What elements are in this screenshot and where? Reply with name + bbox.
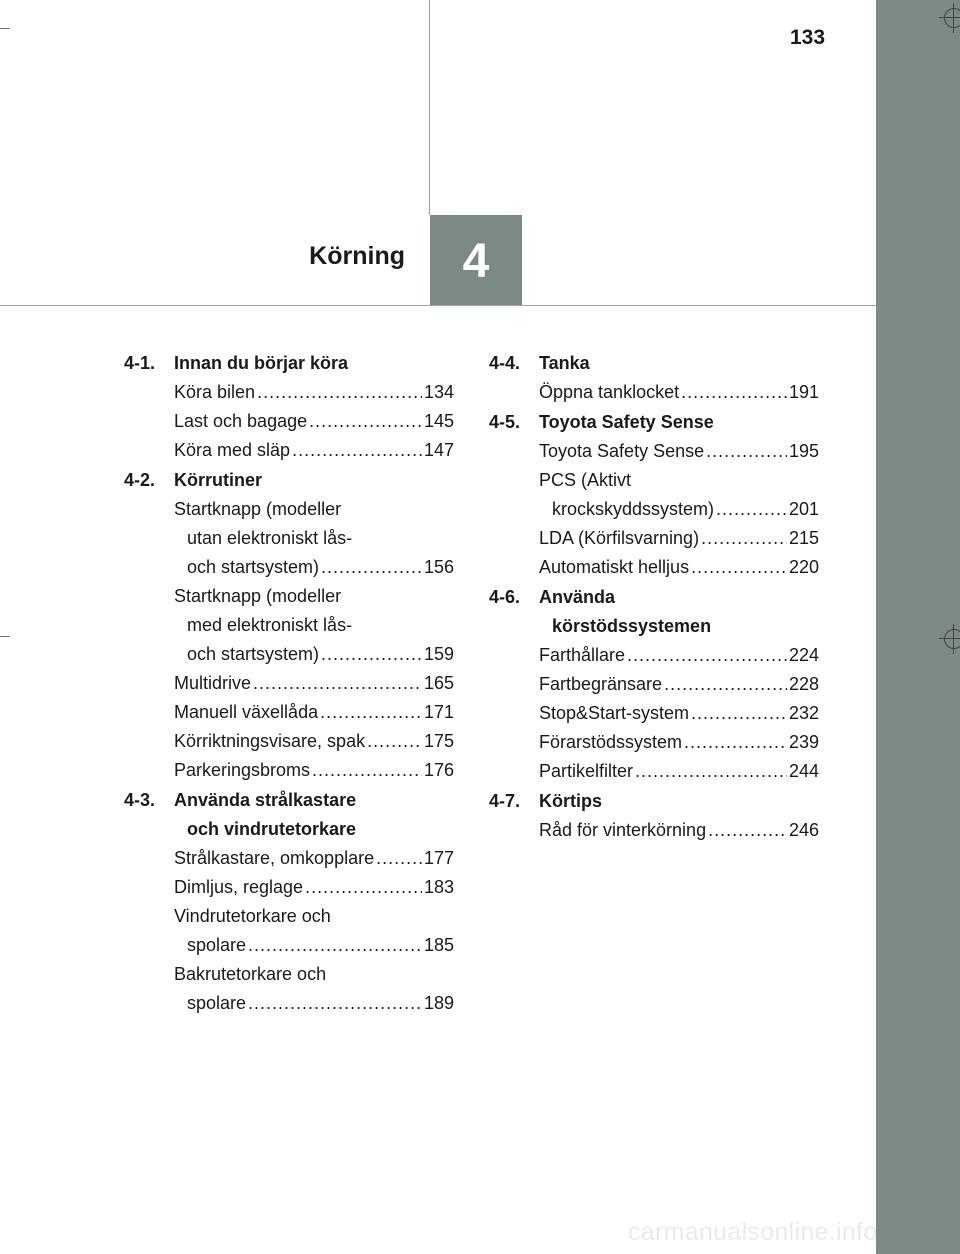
toc-entry-page: 171	[423, 702, 454, 722]
toc-entry-page: 246	[788, 820, 819, 840]
toc-entry-text: Vindrutetorkare och	[174, 906, 331, 926]
section-heading	[489, 408, 819, 437]
toc-entry[interactable]	[174, 495, 454, 582]
toc-entry-line	[174, 727, 454, 756]
toc-entry[interactable]	[539, 816, 819, 845]
toc-entry-text: LDA (Körfilsvarning)	[539, 528, 700, 548]
divider-horizontal	[0, 305, 876, 306]
toc-entry-text: Startknapp (modeller	[174, 499, 342, 519]
toc-entry-line	[174, 698, 454, 727]
crop-mark	[0, 28, 10, 29]
toc-entry-line	[174, 844, 454, 873]
section-title-line: och vindrutetorkare	[187, 819, 357, 839]
toc-entry-page: 220	[788, 557, 819, 577]
toc-entry-page: 191	[788, 382, 819, 402]
toc-section	[124, 786, 454, 1018]
dot-leader	[312, 756, 422, 785]
dot-leader	[321, 553, 422, 582]
toc-entry[interactable]	[539, 553, 819, 582]
toc-entry-line	[539, 816, 819, 845]
toc-entry-page: 177	[423, 848, 454, 868]
dot-leader	[376, 844, 422, 873]
toc-entry[interactable]	[174, 727, 454, 756]
toc-entry[interactable]	[174, 582, 454, 669]
toc-entry-text: krockskyddssystem)	[552, 499, 715, 519]
toc-entry-text: Körriktningsvisare, spak	[174, 731, 366, 751]
toc-entry-text: Köra bilen	[174, 382, 256, 402]
toc-entry-page: 134	[423, 382, 454, 402]
page-number: 133	[790, 26, 826, 49]
dot-leader	[253, 669, 422, 698]
section-title	[539, 583, 819, 641]
toc-entry[interactable]	[539, 437, 819, 466]
section-title	[539, 787, 819, 816]
toc-entry-text: spolare	[187, 935, 247, 955]
dot-leader	[706, 437, 787, 466]
chapter-side-tab	[876, 0, 960, 1254]
toc-entry-page: 165	[423, 673, 454, 693]
dot-leader	[701, 524, 787, 553]
dot-leader	[321, 640, 422, 669]
toc-entry-text: Multidrive	[174, 673, 252, 693]
dot-leader	[664, 670, 787, 699]
toc-entry-text: och startsystem)	[187, 644, 320, 664]
toc-entry-page: 175	[423, 731, 454, 751]
section-title	[174, 786, 454, 844]
toc-entry[interactable]	[539, 524, 819, 553]
toc-section	[489, 787, 819, 845]
section-title-line: Toyota Safety Sense	[539, 412, 714, 432]
chapter-number-badge: 4	[430, 215, 522, 305]
toc-section	[489, 583, 819, 786]
toc-entry-page: 244	[788, 761, 819, 781]
toc-entry-line	[539, 524, 819, 553]
toc-entry-text: Bakrutetorkare och	[174, 964, 327, 984]
toc-entry-text: PCS (Aktivt	[539, 470, 632, 490]
toc-entry-page: 185	[423, 935, 454, 955]
toc-entry-text: Strålkastare, omkopplare	[174, 848, 375, 868]
toc-entry-page: 195	[788, 441, 819, 461]
toc-section	[124, 349, 454, 465]
toc-entry-line	[539, 641, 819, 670]
toc-entry-line	[539, 466, 819, 495]
section-title-line: Tanka	[539, 353, 590, 373]
toc-entry-line	[174, 960, 454, 989]
toc-entry-line	[539, 699, 819, 728]
toc-entry[interactable]	[539, 728, 819, 757]
toc-entry-line	[174, 902, 454, 931]
dot-leader	[708, 816, 787, 845]
toc-entry[interactable]	[174, 960, 454, 1018]
toc-entry-text: Toyota Safety Sense	[539, 441, 705, 461]
toc-entry-text: Partikelfilter	[539, 761, 634, 781]
toc-entry-page: 147	[423, 440, 454, 460]
section-number: 4-5.	[489, 412, 521, 432]
toc-entry-page: 176	[423, 760, 454, 780]
toc-entry-text: Dimljus, reglage	[174, 877, 304, 897]
section-number: 4-3.	[124, 790, 156, 810]
toc-entry[interactable]	[539, 641, 819, 670]
toc-entry-line	[174, 553, 454, 582]
toc-entry-page: 232	[788, 703, 819, 723]
toc-entry-line	[539, 757, 819, 786]
dot-leader	[320, 698, 422, 727]
toc-entry-text: Startknapp (modeller	[174, 586, 342, 606]
toc-entry-page: 215	[788, 528, 819, 548]
toc-entry-page: 228	[788, 674, 819, 694]
toc-entry-text: Fartbegränsare	[539, 674, 663, 694]
toc-entry-page: 145	[423, 411, 454, 431]
toc-entry[interactable]	[174, 669, 454, 698]
dot-leader	[309, 407, 422, 436]
section-title-line: Använda strålkastare	[174, 790, 357, 810]
toc-entry[interactable]	[539, 699, 819, 728]
toc-entry-page: 183	[423, 877, 454, 897]
toc-entry-line	[174, 989, 454, 1018]
toc-entry-text: Råd för vinterkörning	[539, 820, 707, 840]
toc-entry-page: 159	[423, 644, 454, 664]
toc-column-left	[124, 349, 454, 1018]
crop-mark	[0, 636, 10, 637]
toc-column-right	[489, 349, 819, 845]
section-title-line: Använda	[539, 587, 616, 607]
toc-entry-line	[539, 437, 819, 466]
section-title-line: Körtips	[539, 791, 602, 811]
toc-entry[interactable]	[174, 436, 454, 465]
toc-entry[interactable]	[539, 670, 819, 699]
toc-entry[interactable]	[174, 378, 454, 407]
dot-leader	[305, 873, 422, 902]
toc-entry-line	[539, 670, 819, 699]
toc-entry-line	[539, 495, 819, 524]
toc-entry-line	[174, 524, 454, 553]
toc-entry-line	[174, 931, 454, 960]
toc-entry[interactable]	[174, 902, 454, 960]
section-title	[539, 408, 819, 437]
dot-leader	[292, 436, 422, 465]
section-number: 4-1.	[124, 353, 156, 373]
toc-entry-line	[174, 582, 454, 611]
toc-section	[489, 349, 819, 407]
section-title	[174, 349, 454, 378]
toc-entry[interactable]	[174, 756, 454, 785]
toc-entry-page: 201	[788, 499, 819, 519]
registration-mark-icon	[944, 629, 960, 649]
toc-entry-page: 224	[788, 645, 819, 665]
dot-leader	[716, 495, 787, 524]
section-title-line: Innan du börjar köra	[174, 353, 349, 373]
toc-entry[interactable]	[539, 378, 819, 407]
toc-entry-line	[174, 495, 454, 524]
dot-leader	[684, 728, 787, 757]
toc-entry-line	[539, 728, 819, 757]
toc-entry-line	[174, 669, 454, 698]
section-number: 4-2.	[124, 470, 156, 490]
toc-entry-page: 156	[423, 557, 454, 577]
toc-entry-text: Stop&Start-system	[539, 703, 690, 723]
toc-entry-line	[174, 873, 454, 902]
toc-entry-text: Parkeringsbroms	[174, 760, 311, 780]
toc-entry-text: Last och bagage	[174, 411, 308, 431]
toc-entry-text: Manuell växellåda	[174, 702, 319, 722]
section-title-line: körstödssystemen	[552, 616, 712, 636]
toc-entry-text: Öppna tanklocket	[539, 382, 680, 402]
toc-entry-text: med elektroniskt lås-	[187, 615, 353, 635]
toc-entry[interactable]	[174, 844, 454, 873]
section-heading	[489, 583, 819, 641]
section-heading	[124, 786, 454, 844]
divider-vertical	[429, 0, 430, 215]
toc-entry-text: spolare	[187, 993, 247, 1013]
dot-leader	[627, 641, 787, 670]
toc-entry[interactable]	[539, 466, 819, 524]
registration-mark-icon	[944, 8, 960, 28]
toc-entry[interactable]	[539, 757, 819, 786]
toc-entry[interactable]	[174, 698, 454, 727]
section-heading	[489, 349, 819, 378]
section-number: 4-6.	[489, 587, 521, 607]
dot-leader	[691, 553, 787, 582]
section-number: 4-4.	[489, 353, 521, 373]
toc-entry-page: 189	[423, 993, 454, 1013]
dot-leader	[257, 378, 422, 407]
chapter-title: Körning	[309, 242, 405, 270]
section-heading	[124, 466, 454, 495]
toc-entry-line	[174, 756, 454, 785]
dot-leader	[248, 989, 422, 1018]
dot-leader	[691, 699, 787, 728]
dot-leader	[248, 931, 422, 960]
dot-leader	[367, 727, 422, 756]
section-title	[174, 466, 454, 495]
toc-entry-line	[174, 611, 454, 640]
toc-section	[124, 466, 454, 785]
section-title-line: Körrutiner	[174, 470, 263, 490]
toc-entry-line	[174, 407, 454, 436]
toc-entry-text: utan elektroniskt lås-	[187, 528, 353, 548]
dot-leader	[681, 378, 787, 407]
watermark: carmanualsonline.info	[628, 1218, 878, 1246]
toc-entry-line	[174, 436, 454, 465]
toc-entry-text: Köra med släp	[174, 440, 291, 460]
section-heading	[489, 787, 819, 816]
section-heading	[124, 349, 454, 378]
section-number: 4-7.	[489, 791, 521, 811]
toc-entry-line	[174, 378, 454, 407]
toc-entry-text: och startsystem)	[187, 557, 320, 577]
toc-entry-text: Farthållare	[539, 645, 626, 665]
toc-entry-text: Förarstödssystem	[539, 732, 683, 752]
toc-entry[interactable]	[174, 407, 454, 436]
toc-entry-page: 239	[788, 732, 819, 752]
toc-section	[489, 408, 819, 582]
section-title	[539, 349, 819, 378]
toc-entry[interactable]	[174, 873, 454, 902]
toc-entry-text: Automatiskt helljus	[539, 557, 690, 577]
toc-entry-line	[539, 378, 819, 407]
dot-leader	[635, 757, 787, 786]
toc-entry-line	[539, 553, 819, 582]
toc-entry-line	[174, 640, 454, 669]
